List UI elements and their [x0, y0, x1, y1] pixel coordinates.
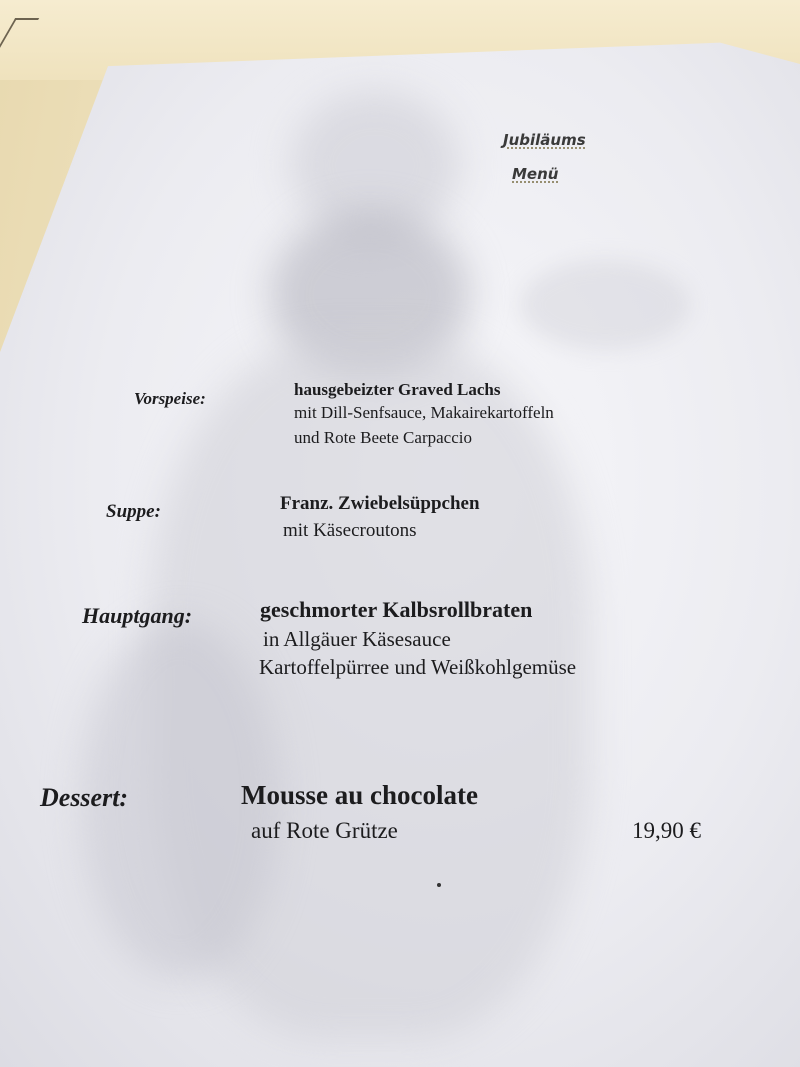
course-desc-hauptgang-1: in Allgäuer Käsesauce — [263, 627, 451, 651]
course-dish-vorspeise: hausgebeizter Graved Lachs — [294, 380, 501, 399]
course-desc-vorspeise-2: und Rote Beete Carpaccio — [294, 428, 472, 447]
faded-text-watermark — [520, 260, 690, 350]
course-label-suppe: Suppe: — [106, 501, 161, 522]
course-label-dessert: Dessert: — [40, 783, 129, 812]
menu-price: 19,90 € — [632, 818, 701, 843]
menu-title-line1: Jubiläums — [503, 131, 586, 149]
course-label-hauptgang: Hauptgang: — [82, 603, 193, 628]
course-desc-vorspeise-1: mit Dill-Senfsauce, Makairekartoffeln — [294, 403, 554, 422]
course-label-vorspeise: Vorspeise: — [134, 389, 206, 408]
course-desc-dessert-1: auf Rote Grütze — [251, 818, 398, 843]
folder-corner — [0, 18, 39, 50]
menu-title-line2: Menü — [512, 165, 559, 183]
course-dish-dessert: Mousse au chocolate — [241, 780, 478, 810]
course-desc-hauptgang-2: Kartoffelpürree und Weißkohlgemüse — [259, 655, 577, 679]
course-desc-suppe-1: mit Käsecroutons — [283, 520, 417, 541]
decorative-dot — [437, 883, 441, 887]
course-dish-hauptgang: geschmorter Kalbsrollbraten — [260, 597, 533, 622]
course-dish-suppe: Franz. Zwiebelsüppchen — [280, 493, 480, 514]
